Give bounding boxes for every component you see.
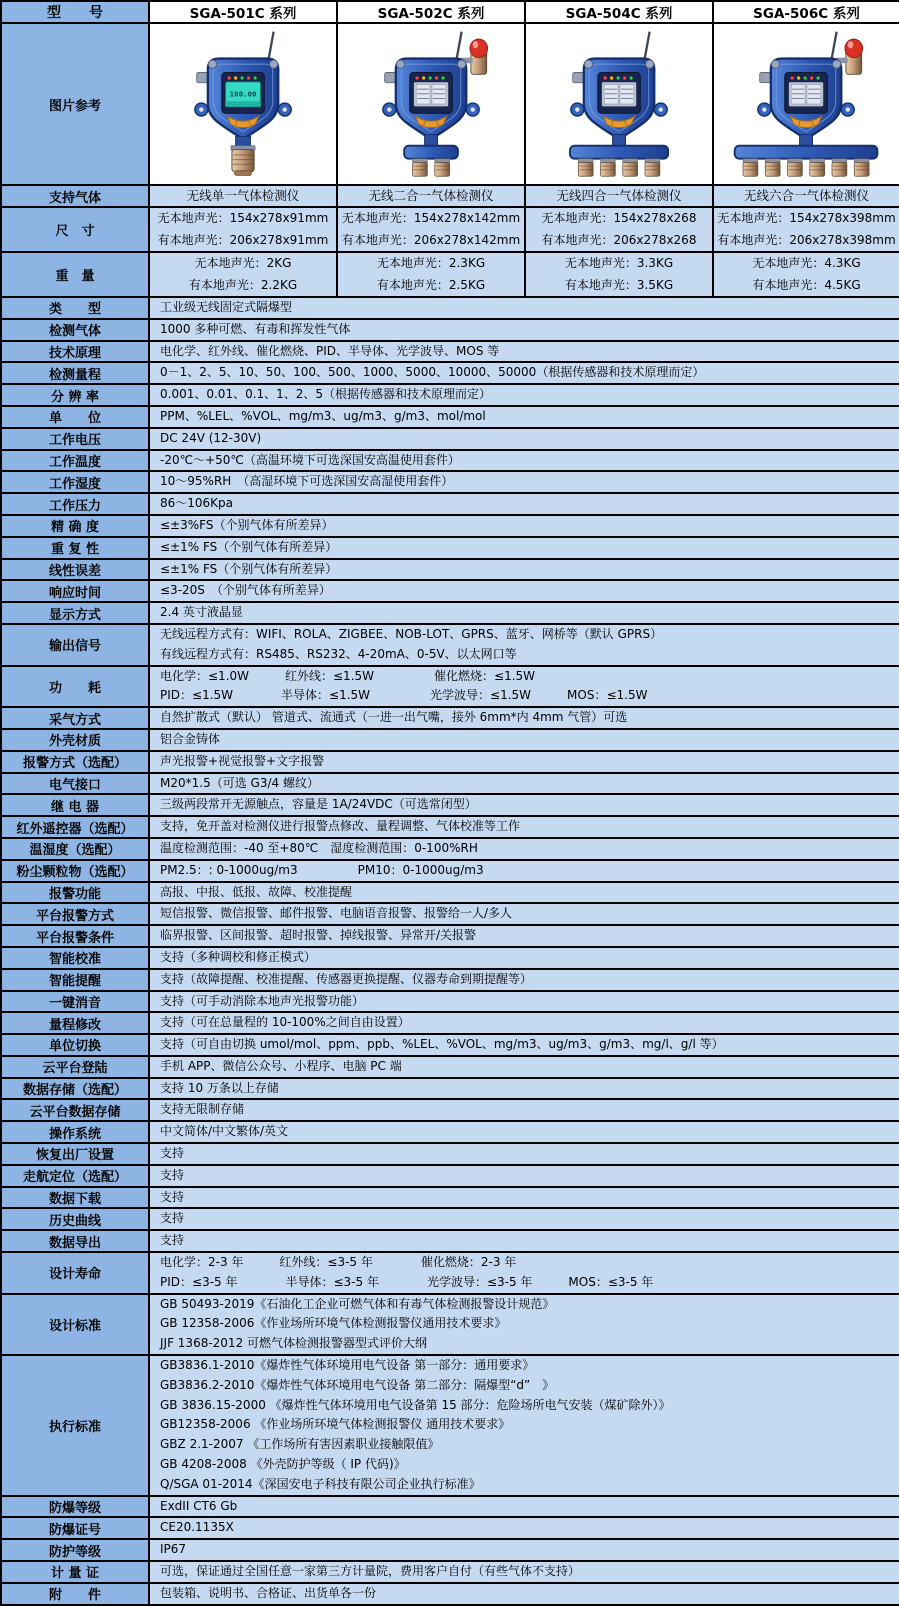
size-row [1, 207, 899, 252]
spec-row [1, 602, 899, 624]
spec-label: 智能校准 [1, 947, 149, 969]
spec-row [1, 450, 899, 472]
spec-row [1, 1252, 899, 1294]
weight-value: 有本地声光：4.5KG [752, 277, 861, 292]
spec-value [149, 903, 899, 925]
spec-label: 功 耗 [1, 666, 149, 708]
spec-label: 走航定位（选配） [1, 1165, 149, 1187]
spec-value-line: 临界报警、区间报警、超时报警、掉线报警、异常开/关报警 [160, 928, 477, 943]
spec-label: 红外遥控器（选配） [1, 816, 149, 838]
image-row [1, 23, 899, 185]
spec-value [149, 341, 899, 363]
spec-value-line: ≤3-20S （个别气体有所差异） [160, 583, 331, 598]
spec-label: 工作湿度 [1, 471, 149, 493]
spec-row [1, 1539, 899, 1561]
spec-row [1, 729, 899, 751]
spec-row [1, 471, 899, 493]
spec-row [1, 624, 899, 666]
spec-label: 工作温度 [1, 450, 149, 472]
spec-row [1, 580, 899, 602]
spec-value [149, 1099, 899, 1121]
spec-label: 单 位 [1, 406, 149, 428]
size-value: 无本地声光：154x278x142mm [341, 211, 521, 225]
spec-label: 输出信号 [1, 624, 149, 666]
spec-label: 数据下载 [1, 1187, 149, 1209]
spec-value-line: 支持 [160, 1189, 185, 1204]
size-value: 无本地声光：154x278x268 [541, 211, 697, 225]
spec-value-line: Q/SGA 01-2014《深国安电子科技有限公司企业执行标准》 [160, 1476, 481, 1491]
spec-value-line: 可选，保证通过全国任意一家第三方计量院，费用客户自付（有些气体不支持） [160, 1564, 581, 1579]
spec-value-line: GB3836.2-2010《爆炸性气体环境用电气设备 第二部分：隔爆型“d” 》 [160, 1377, 555, 1392]
spec-value [149, 925, 899, 947]
image-row-label: 图片参考 [1, 23, 149, 185]
spec-label: 重 复 性 [1, 537, 149, 559]
spec-value [149, 751, 899, 773]
spec-row [1, 1012, 899, 1034]
spec-row [1, 1121, 899, 1143]
spec-row [1, 1078, 899, 1100]
size-value: 无本地声光：154x278x91mm [157, 211, 329, 225]
spec-row [1, 362, 899, 384]
spec-value [149, 666, 899, 708]
spec-value-line: -20℃～+50℃（高温环境下可选深国安高温使用套件） [160, 452, 460, 467]
weight-value: 有本地声光：3.5KG [564, 277, 674, 292]
spec-row [1, 559, 899, 581]
size-value: 有本地声光：206x278x398mm [717, 232, 896, 247]
spec-value-line: 高报、中报、低报、故障、校准提醒 [160, 884, 353, 899]
spec-value [149, 1496, 899, 1518]
spec-label: 恢复出厂设置 [1, 1143, 149, 1165]
spec-label: 技术原理 [1, 341, 149, 363]
spec-value-line: 三级两段常开无源触点，容量是 1A/24VDC（可选常闭型） [160, 797, 477, 812]
gas-detector-illustration [343, 28, 519, 180]
spec-label: 历史曲线 [1, 1208, 149, 1230]
spec-label: 精 确 度 [1, 515, 149, 537]
spec-value [149, 319, 899, 341]
spec-row [1, 1294, 899, 1355]
spec-row [1, 816, 899, 838]
spec-value [149, 602, 899, 624]
weight-value: 无本地声光：2KG [194, 256, 292, 270]
spec-value [149, 537, 899, 559]
spec-value-line: 支持 [160, 1167, 185, 1182]
spec-row [1, 1230, 899, 1252]
spec-row [1, 297, 899, 319]
spec-label: 附 件 [1, 1583, 149, 1605]
spec-value [149, 384, 899, 406]
spec-row [1, 860, 899, 882]
spec-value [149, 969, 899, 991]
spec-value-line: CE20.1135X [160, 1520, 234, 1535]
spec-value-line: 86～106Kpa [160, 496, 234, 511]
spec-row [1, 341, 899, 363]
spec-row [1, 882, 899, 904]
spec-value [149, 406, 899, 428]
spec-value-line: 0－1、2、5、10、50、100、500、1000、5000、10000、50000（根据传感器和技术原理而定） [160, 365, 705, 380]
spec-row [1, 537, 899, 559]
spec-label: 平台报警方式 [1, 903, 149, 925]
spec-label: 报警功能 [1, 882, 149, 904]
spec-row [1, 947, 899, 969]
spec-label: 温湿度（选配） [1, 838, 149, 860]
spec-row [1, 925, 899, 947]
spec-row [1, 515, 899, 537]
spec-label: 单位切换 [1, 1034, 149, 1056]
spec-row [1, 666, 899, 708]
spec-value-line: 自然扩散式（默认） 管道式、流通式（一进一出气嘴，接外 6mm*内 4mm 气管）可选 [160, 710, 628, 725]
spec-value-line: 支持（多种调校和修正模式） [160, 949, 317, 964]
spec-row [1, 1187, 899, 1209]
spec-label: 云平台登陆 [1, 1056, 149, 1078]
spec-value [149, 729, 899, 751]
spec-value [149, 1517, 899, 1539]
spec-value-line: 支持 [160, 1146, 185, 1161]
header-row [1, 1, 899, 23]
supported-gas-row [1, 185, 899, 207]
spec-label: 设计寿命 [1, 1252, 149, 1294]
spec-value [149, 882, 899, 904]
spec-value-line: 短信报警、微信报警、邮件报警、电脑语音报警、报警给一人/多人 [160, 906, 513, 921]
spec-value [149, 707, 899, 729]
spec-value [149, 1056, 899, 1078]
spec-value [149, 1143, 899, 1165]
spec-label: 操作系统 [1, 1121, 149, 1143]
spec-label: 智能提醒 [1, 969, 149, 991]
spec-label: 一键消音 [1, 991, 149, 1013]
spec-label: 平台报警条件 [1, 925, 149, 947]
spec-value [149, 1539, 899, 1561]
gas-detector-image-sga-504c [526, 24, 712, 184]
spec-value-line: ≤±3%FS（个别气体有所差异） [160, 517, 334, 532]
spec-value-line: 温度检测范围：-40 至+80℃ 湿度检测范围：0-100%RH [160, 840, 478, 855]
spec-label: 执行标准 [1, 1355, 149, 1496]
spec-value [149, 450, 899, 472]
spec-row [1, 384, 899, 406]
spec-row [1, 1034, 899, 1056]
spec-row [1, 406, 899, 428]
spec-value-line: 无线远程方式有：WIFI、ROLA、ZIGBEE、NOB-LOT、GPRS、蓝牙、网桥等（默认 GPRS） [160, 626, 663, 641]
gas-detector-illustration [718, 28, 894, 180]
spec-value-line: 0.001、0.01、0.1、1、2、5（根据传感器和技术原理而定） [160, 387, 492, 402]
spec-row [1, 1165, 899, 1187]
spec-value-line: PID：≤1.5W 半导体：≤1.5W 光学波导：≤1.5W MOS：≤1.5W [160, 688, 648, 703]
supported-gas-value: 无线单一气体检测仪 [186, 188, 300, 203]
svg-text:100.00: 100.00 [229, 89, 257, 99]
gas-detector-image-sga-501c [150, 24, 336, 184]
spec-value [149, 794, 899, 816]
series-header-sga-501c: SGA-501C 系列 [149, 1, 337, 23]
weight-value: 无本地声光：4.3KG [752, 256, 861, 270]
gas-detector-illustration [155, 28, 331, 180]
weight-value: 有本地声光：2.2KG [188, 277, 298, 292]
spec-row [1, 1517, 899, 1539]
spec-value-line: 铝合金铸体 [160, 731, 221, 746]
spec-value-line: 支持 10 万条以上存储 [160, 1080, 279, 1095]
size-value: 无本地声光：154x278x398mm [717, 211, 896, 225]
spec-label: 电气接口 [1, 773, 149, 795]
spec-value-line: JJF 1368-2012 可燃气体检测报警器型式评价大纲 [160, 1336, 428, 1351]
spec-value-line: ≤±1% FS（个别气体有所差异） [160, 561, 338, 576]
spec-label: 采气方式 [1, 707, 149, 729]
spec-value-line: 1000 多种可燃、有毒和挥发性气体 [160, 321, 351, 336]
spec-label: 线性误差 [1, 559, 149, 581]
spec-label: 计 量 证 [1, 1561, 149, 1583]
spec-value-line: 10～95%RH （高湿环境下可选深国安高湿使用套件） [160, 474, 454, 489]
spec-row [1, 773, 899, 795]
spec-label: 量程修改 [1, 1012, 149, 1034]
spec-value-line: GB 3836.15-2000 《爆炸性气体环境用电气设备第 15 部分：危险场所电气安装（煤矿除外）》 [160, 1397, 671, 1412]
spec-label: 防爆等级 [1, 1496, 149, 1518]
spec-row [1, 1496, 899, 1518]
spec-value [149, 559, 899, 581]
spec-row [1, 991, 899, 1013]
weight-value: 无本地声光：2.3KG [376, 256, 486, 270]
spec-value [149, 624, 899, 666]
supported-gas-value: 无线六合一气体检测仪 [743, 188, 869, 203]
spec-value-line: GB3836.1-2010《爆炸性气体环境用电气设备 第一部分：通用要求》 [160, 1358, 535, 1373]
spec-value-line: GB 50493-2019《石油化工企业可燃气体和有毒气体检测报警设计规范》 [160, 1296, 555, 1311]
series-header-sga-504c: SGA-504C 系列 [525, 1, 713, 23]
gas-detector-illustration [531, 28, 707, 180]
weight-label: 重 量 [1, 252, 149, 297]
spec-label: 响应时间 [1, 580, 149, 602]
spec-row [1, 751, 899, 773]
spec-value [149, 1187, 899, 1209]
spec-value-line: 支持无限制存储 [160, 1102, 245, 1117]
spec-value-line: 工业级无线固定式隔爆型 [160, 300, 293, 314]
spec-label: 数据导出 [1, 1230, 149, 1252]
spec-row [1, 707, 899, 729]
spec-value [149, 1252, 899, 1294]
spec-value-line: 手机 APP、微信公众号、小程序、电脑 PC 端 [160, 1058, 402, 1073]
spec-value-line: DC 24V (12-30V) [160, 430, 262, 445]
spec-value-line: 支持（可在总量程的 10-100%之间自由设置） [160, 1015, 410, 1030]
spec-value [149, 471, 899, 493]
spec-value [149, 1078, 899, 1100]
spec-row [1, 319, 899, 341]
spec-value-line: 2.4 英寸液晶显 [160, 605, 243, 620]
size-value: 有本地声光：206x278x268 [541, 232, 697, 247]
spec-label: 云平台数据存储 [1, 1099, 149, 1121]
weight-value: 有本地声光：2.5KG [376, 277, 486, 292]
spec-value-line: 支持（可自由切换 umol/mol、ppm、ppb、%LEL、%VOL、mg/m3、ug/m3、g/m3、mg/l、g/l 等） [160, 1037, 724, 1052]
spec-value [149, 838, 899, 860]
spec-value-line: GBZ 2.1-2007 《工作场所有害因素职业接触限值》 [160, 1437, 440, 1452]
spec-label: 数据存储（选配） [1, 1078, 149, 1100]
spec-row [1, 428, 899, 450]
spec-value [149, 1561, 899, 1583]
spec-value-line: PID：≤3-5 年 半导体：≤3-5 年 光学波导：≤3-5 年 MOS：≤3-5 年 [160, 1274, 654, 1289]
spec-value-line: 支持 [160, 1211, 185, 1226]
spec-value-line: 电化学：2-3 年 红外线：≤3-5 年 催化燃烧：2-3 年 [160, 1255, 517, 1270]
spec-value-line: 声光报警+视觉报警+文字报警 [160, 753, 325, 768]
spec-value-line: 支持 [160, 1233, 185, 1248]
spec-value-line: GB 4208-2008 《外壳防护等级（ IP 代码)》 [160, 1457, 406, 1472]
spec-value [149, 297, 899, 319]
spec-value [149, 773, 899, 795]
spec-value [149, 362, 899, 384]
spec-row [1, 1143, 899, 1165]
spec-value [149, 1583, 899, 1605]
weight-value: 无本地声光：3.3KG [564, 256, 674, 270]
spec-value-line: 电化学、红外线、催化燃烧、PID、半导体、光学波导、MOS 等 [160, 343, 500, 358]
spec-label: 检测量程 [1, 362, 149, 384]
spec-value [149, 1012, 899, 1034]
spec-row [1, 1583, 899, 1605]
spec-value-line: IP67 [160, 1542, 187, 1557]
spec-row [1, 903, 899, 925]
spec-value [149, 1034, 899, 1056]
spec-value [149, 493, 899, 515]
spec-value-line: PM2.5：: 0-1000ug/m3 PM10：0-1000ug/m3 [160, 862, 484, 877]
spec-value-line: GB12358-2006 《作业场所环境气体检测报警仪 通用技术要求》 [160, 1417, 511, 1432]
spec-row [1, 493, 899, 515]
spec-label: 工作压力 [1, 493, 149, 515]
spec-label: 工作电压 [1, 428, 149, 450]
spec-value-line: 中文简体/中文繁体/英文 [160, 1124, 289, 1139]
spec-label: 检测气体 [1, 319, 149, 341]
spec-label: 继 电 器 [1, 794, 149, 816]
spec-row [1, 794, 899, 816]
spec-row [1, 969, 899, 991]
spec-value [149, 1121, 899, 1143]
supported-gas-value: 无线二合一气体检测仪 [368, 188, 494, 203]
spec-label: 粉尘颗粒物（选配） [1, 860, 149, 882]
spec-value-line: 包装箱、说明书、合格证、出货单各一份 [160, 1585, 377, 1600]
spec-value-line: PPM、%LEL、%VOL、mg/m3、ug/m3、g/m3、mol/mol [160, 408, 486, 423]
spec-value [149, 947, 899, 969]
spec-label: 分 辨 率 [1, 384, 149, 406]
spec-value [149, 860, 899, 882]
spec-value [149, 1355, 899, 1496]
spec-row [1, 1208, 899, 1230]
spec-row [1, 1561, 899, 1583]
spec-value-line: ExdII CT6 Gb [160, 1498, 238, 1513]
spec-value-line: 支持（故障提醒、校准提醒、传感器更换提醒、仪器寿命到期提醒等） [160, 971, 533, 986]
spec-value-line: 有线远程方式有：RS485、RS232、4-20mA、0-5V、以太网口等 [160, 646, 517, 661]
spec-value-line: 支持（可手动消除本地声光报警功能） [160, 993, 365, 1008]
spec-value [149, 580, 899, 602]
spec-value [149, 991, 899, 1013]
series-header-sga-506c: SGA-506C 系列 [713, 1, 899, 23]
gas-detector-image-sga-506c [714, 24, 899, 184]
spec-label: 设计标准 [1, 1294, 149, 1355]
spec-label: 外壳材质 [1, 729, 149, 751]
spec-row [1, 1099, 899, 1121]
spec-row [1, 1056, 899, 1078]
series-header-sga-502c: SGA-502C 系列 [337, 1, 525, 23]
spec-value [149, 816, 899, 838]
spec-row [1, 838, 899, 860]
gas-detector-image-sga-502c [338, 24, 524, 184]
spec-value [149, 1208, 899, 1230]
spec-row [1, 1355, 899, 1496]
spec-label: 类 型 [1, 297, 149, 319]
spec-value [149, 515, 899, 537]
spec-value-line: GB 12358-2006《作业场所环境气体检测报警仪通用技术要求》 [160, 1316, 507, 1331]
spec-label: 防护等级 [1, 1539, 149, 1561]
spec-label: 报警方式（选配） [1, 751, 149, 773]
model-header-label: 型 号 [1, 1, 149, 23]
spec-value [149, 1165, 899, 1187]
spec-label: 显示方式 [1, 602, 149, 624]
spec-value-line: 支持，免开盖对检测仪进行报警点修改、量程调整、气体校准等工作 [160, 819, 521, 834]
size-label: 尺 寸 [1, 207, 149, 252]
spec-value [149, 428, 899, 450]
supported-gas-value: 无线四合一气体检测仪 [556, 188, 682, 203]
spec-value [149, 1230, 899, 1252]
supported-gas-label: 支持气体 [1, 185, 149, 207]
spec-value-line: M20*1.5（可选 G3/4 螺纹） [160, 775, 319, 790]
spec-value-line: ≤±1% FS（个别气体有所差异） [160, 539, 338, 554]
spec-value-line: 电化学：≤1.0W 红外线：≤1.5W 催化燃烧：≤1.5W [160, 668, 536, 683]
spec-label: 防爆证号 [1, 1517, 149, 1539]
size-value: 有本地声光：206x278x91mm [157, 232, 329, 247]
size-value: 有本地声光：206x278x142mm [341, 232, 521, 247]
weight-row [1, 252, 899, 297]
spec-value [149, 1294, 899, 1355]
